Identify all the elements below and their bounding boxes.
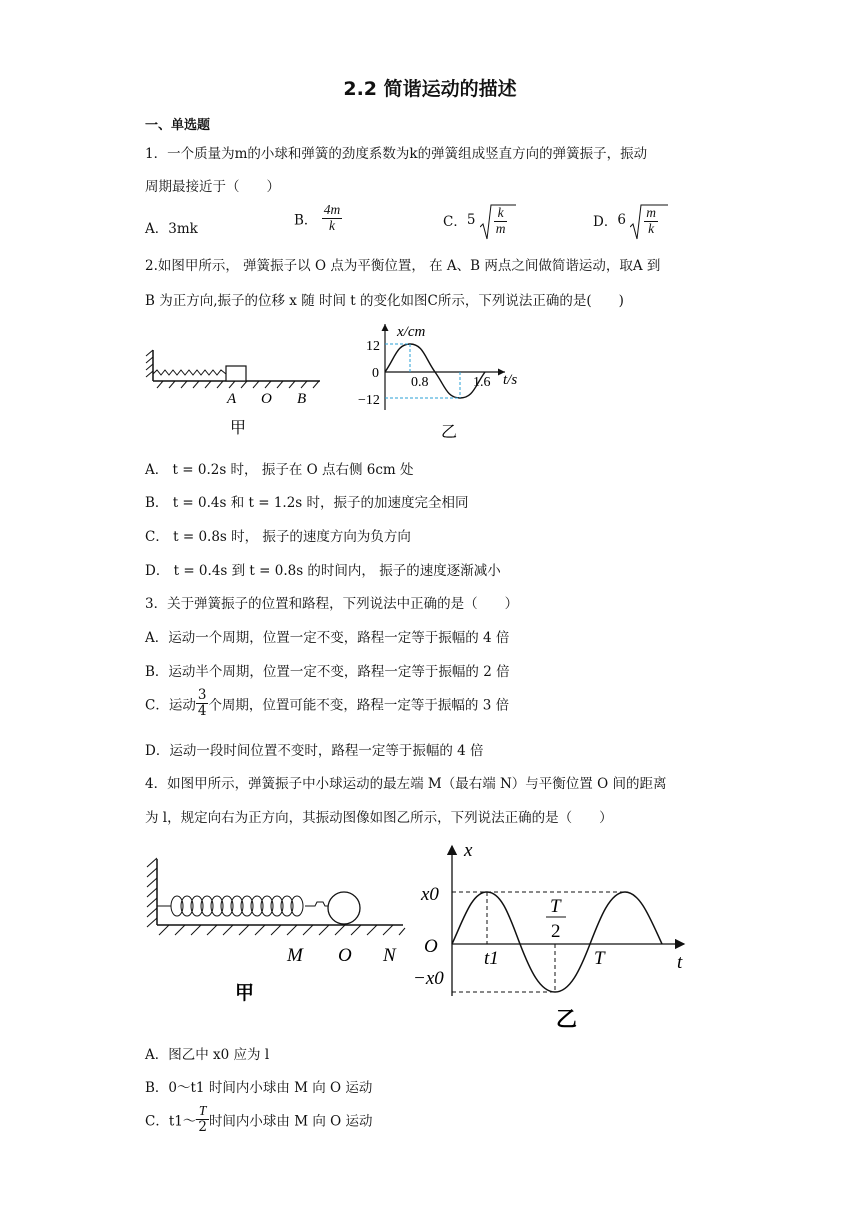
q2-displacement-graph — [355, 318, 530, 448]
q4-spring-figure — [145, 855, 410, 1010]
y-axis-label: x/cm — [397, 324, 426, 340]
q2-option-c: C． t = 0.8s 时， 振子的速度方向为负方向 — [145, 529, 411, 545]
curve-label: T — [550, 896, 561, 917]
figure-caption: 乙 — [441, 424, 458, 441]
x-axis-label: t — [677, 952, 683, 973]
q3-option-b: B．运动半个周期，位置一定不变，路程一定等于振幅的 2 倍 — [145, 664, 510, 680]
point-label: B — [297, 391, 307, 407]
q4-option-a: A．图乙中 x0 应为 l — [145, 1047, 270, 1063]
curve-label: T — [594, 948, 605, 969]
q3-option-a: A．运动一个周期，位置一定不变，路程一定等于振幅的 4 倍 — [145, 630, 510, 646]
q2-option-d: D． t = 0.4s 到 t = 0.8s 的时间内， 振子的速度逐渐减小 — [145, 563, 501, 579]
figure-caption: 乙 — [556, 1007, 577, 1031]
curve-label: t1 — [484, 948, 499, 969]
tick-label: 0 — [372, 366, 379, 381]
section-heading: 一、单选题 — [145, 118, 211, 133]
curve-label: 2 — [551, 921, 561, 942]
q4-stem-line2: 为 l，规定向右为正方向，其振动图像如图乙所示，下列说法正确的是（ ） — [145, 810, 613, 826]
tick-label: 1.6 — [473, 375, 491, 390]
point-label: O — [338, 945, 352, 966]
q3-stem: 3．关于弹簧振子的位置和路程，下列说法中正确的是（ ） — [145, 596, 519, 612]
curve-label: −x0 — [413, 968, 444, 989]
curve-label: x0 — [421, 884, 439, 905]
q4-vibration-graph — [412, 838, 697, 1033]
sqrt-sign — [630, 203, 668, 243]
q2-stem-line1: 2.如图甲所示， 弹簧振子以 O 点为平衡位置， 在 A、B 两点之间做简谐运动，取A 到 — [145, 258, 661, 274]
q1-stem-line2: 周期最接近于（ ） — [145, 179, 280, 195]
tick-label: 12 — [366, 339, 380, 354]
q1-option-b: B． $\frac{4m}{k}$ — [294, 202, 341, 233]
q3-option-c: C．运动 $\frac{3}{4}$ 个周期，位置可能不变，路程一定等于振幅的 3 倍 — [145, 687, 510, 719]
q2-stem-line2: B 为正方向,振子的位移 x 随 时间 t 的变化如图C所示，下列说法正确的是( ) — [145, 293, 624, 309]
point-label: O — [261, 391, 272, 407]
point-label: A — [227, 391, 237, 407]
figure-caption: 甲 — [235, 983, 255, 1004]
q4-option-c: C．t1～ $\frac{T}{2}$ 时间内小球由 M 向 O 运动 — [145, 1103, 373, 1135]
q1-stem-line1: 1．一个质量为m的小球和弹簧的劲度系数为k的弹簧组成竖直方向的弹簧振子，振动 — [145, 146, 648, 162]
q1-option-a: A．3mk — [145, 221, 198, 237]
y-axis-label: x — [464, 840, 473, 861]
figure-caption: 甲 — [230, 420, 247, 437]
tick-label: 0.8 — [411, 375, 429, 390]
sqrt-sign — [480, 203, 516, 243]
q2-option-b: B． t = 0.4s 和 t = 1.2s 时，振子的加速度完全相同 — [145, 495, 469, 511]
q1-option-c: C．5 $\frac{k}{m}$ — [443, 203, 507, 237]
q1-option-d: D．6 $\frac{m}{k}$ — [593, 203, 658, 237]
tick-label: −12 — [358, 393, 380, 408]
page-title: 2.2 简谐运动的描述 — [343, 78, 517, 100]
x-axis-label: t/s — [503, 372, 518, 388]
point-label: M — [287, 945, 303, 966]
q2-spring-figure — [145, 340, 330, 440]
q3-option-d: D．运动一段时间位置不变时，路程一定等于振幅的 4 倍 — [145, 743, 484, 759]
curve-label: O — [424, 936, 438, 957]
point-label: N — [383, 945, 396, 966]
q2-option-a: A． t = 0.2s 时， 振子在 O 点右侧 6cm 处 — [145, 462, 414, 478]
q4-option-b: B．0～t1 时间内小球由 M 向 O 运动 — [145, 1080, 373, 1096]
q4-stem-line1: 4．如图甲所示，弹簧振子中小球运动的最左端 M（最右端 N）与平衡位置 O 间的距离 — [145, 776, 667, 792]
